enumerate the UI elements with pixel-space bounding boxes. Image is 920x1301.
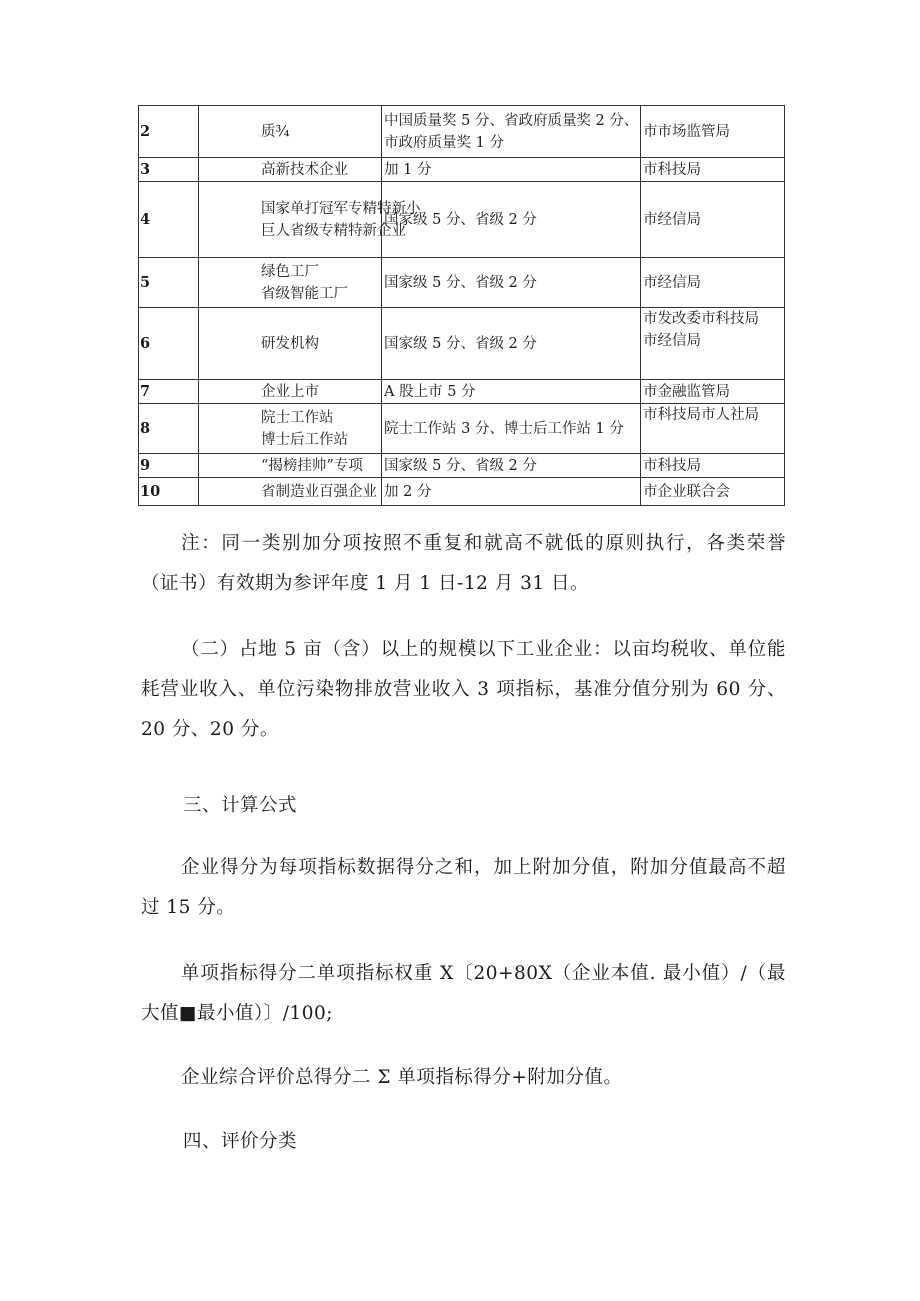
row-number: 3 bbox=[139, 158, 199, 182]
department-cell bbox=[641, 308, 785, 380]
single-indicator-formula: 单项指标得分二单项指标权重 X〔20+80X（企业本值. 最小值）/（最大值■最小值）〕/100; bbox=[141, 963, 786, 1024]
table-row bbox=[139, 158, 785, 182]
row-number: 5 bbox=[139, 258, 199, 308]
department-cell bbox=[641, 478, 785, 506]
honor-item-cell-line: 省级智能工厂 bbox=[261, 285, 348, 302]
row-number: 9 bbox=[139, 454, 199, 478]
bonus-cell-line: 加 2 分 bbox=[384, 483, 432, 500]
table-note: 注：同一类别加分项按照不重复和就高不就低的原则执行，各类荣誉（证书）有效期为参评年度 1 月 1 日-12 月 31 日。 bbox=[141, 533, 786, 594]
bonus-cell bbox=[382, 478, 641, 506]
table-row bbox=[139, 404, 785, 454]
department-cell bbox=[641, 158, 785, 182]
honor-item-cell-line: 企业上市 bbox=[261, 383, 319, 400]
honor-item-cell-line: 博士后工作站 bbox=[261, 431, 348, 448]
department-cell-line: 市市场监管局 bbox=[643, 123, 730, 140]
table-row bbox=[139, 380, 785, 404]
department-cell-line: 市经信局 bbox=[643, 333, 701, 349]
department-cell bbox=[641, 106, 785, 158]
bonus-cell bbox=[382, 454, 641, 478]
bonus-cell bbox=[382, 404, 641, 454]
bonus-cell-line: 加 1 分 bbox=[384, 161, 432, 178]
row-number: 10 bbox=[139, 478, 199, 506]
department-cell-line: 市发改委市科技局 bbox=[643, 311, 759, 327]
bonus-cell-line: 院士工作站 3 分、博士后工作站 1 分 bbox=[384, 420, 624, 437]
bonus-cell-line: 市政府质量奖 1 分 bbox=[384, 134, 504, 151]
bonus-cell bbox=[382, 308, 641, 380]
department-cell-line: 市科技局 bbox=[643, 457, 701, 474]
honor-item-cell bbox=[199, 182, 421, 258]
bonus-cell-line: 中国质量奖 5 分、省政府质量奖 2 分、 bbox=[384, 112, 639, 129]
section-heading-formula: 三、计算公式 bbox=[183, 795, 298, 816]
department-cell-line: 市企业联合会 bbox=[643, 483, 730, 500]
department-cell bbox=[641, 404, 785, 454]
honor-item-cell-line: 省制造业百强企业 bbox=[261, 483, 377, 500]
small-enterprise-paragraph: （二）占地 5 亩（含）以上的规模以下工业企业：以亩均税收、单位能耗营业收入、单位污染物排放营业收入 3 项指标，基准分值分别为 60 分、20 分、20 分。 bbox=[141, 639, 786, 740]
honor-item-cell bbox=[199, 258, 382, 308]
department-cell bbox=[641, 182, 785, 258]
bonus-cell-line: 国家级 5 分、省级 2 分 bbox=[384, 274, 537, 291]
department-cell-line: 市经信局 bbox=[643, 211, 701, 228]
honor-item-cell-line: 院士工作站 bbox=[261, 409, 334, 426]
honor-item-cell bbox=[199, 308, 382, 380]
honor-item-cell bbox=[199, 404, 382, 454]
department-cell-line: 市金融监管局 bbox=[643, 383, 730, 400]
bonus-cell bbox=[382, 158, 641, 182]
table-row bbox=[139, 258, 785, 308]
honor-item-cell-line: “揭榜挂帅”专项 bbox=[261, 457, 363, 474]
bonus-cell bbox=[382, 380, 641, 404]
bonus-cell-line: 国家级 5 分、省级 2 分 bbox=[384, 335, 537, 352]
department-cell-line: 市科技局 bbox=[643, 161, 701, 178]
bonus-cell bbox=[382, 106, 641, 158]
row-number: 2 bbox=[139, 106, 199, 158]
table-row bbox=[139, 454, 785, 478]
bonus-cell bbox=[382, 182, 641, 258]
honor-item-cell-line: 巨人省级专精特新企业 bbox=[261, 222, 406, 239]
honor-item-cell-line: 绿色工厂 bbox=[261, 263, 319, 280]
department-cell bbox=[641, 380, 785, 404]
honor-item-cell-line: 高新技术企业 bbox=[261, 161, 348, 178]
row-number: 4 bbox=[139, 182, 199, 258]
honor-item-cell-line: 国家单打冠军专精特新小 bbox=[261, 200, 421, 217]
table-row bbox=[139, 182, 785, 258]
honor-item-cell-line: 研发机构 bbox=[261, 335, 319, 352]
formula-intro-paragraph: 企业得分为每项指标数据得分之和，加上附加分值，附加分值最高不超过 15 分。 bbox=[141, 857, 786, 918]
section-heading-classification: 四、评价分类 bbox=[183, 1131, 298, 1152]
department-cell-line: 市科技局市人社局 bbox=[643, 407, 759, 423]
total-score-formula: 企业综合评价总得分二 Σ 单项指标得分+附加分值。 bbox=[181, 1067, 623, 1088]
department-cell-line: 市经信局 bbox=[643, 274, 701, 291]
honor-item-cell bbox=[199, 158, 382, 182]
department-cell bbox=[641, 454, 785, 478]
table-row bbox=[139, 308, 785, 380]
department-cell bbox=[641, 258, 785, 308]
bonus-cell-line: 国家级 5 分、省级 2 分 bbox=[384, 211, 537, 228]
honor-item-cell bbox=[199, 478, 382, 506]
bonus-cell-line: A 股上市 5 分 bbox=[384, 383, 476, 400]
honor-item-cell bbox=[199, 106, 382, 158]
table-row bbox=[139, 106, 785, 158]
row-number: 6 bbox=[139, 308, 199, 380]
table-row bbox=[139, 478, 785, 506]
bonus-cell-line: 国家级 5 分、省级 2 分 bbox=[384, 457, 537, 474]
bonus-cell bbox=[382, 258, 641, 308]
honor-item-cell bbox=[199, 454, 382, 478]
honor-item-cell bbox=[199, 380, 382, 404]
honor-item-cell-line: 质¾ bbox=[261, 123, 290, 140]
row-number: 8 bbox=[139, 404, 199, 454]
bonus-points-table bbox=[138, 105, 785, 506]
row-number: 7 bbox=[139, 380, 199, 404]
